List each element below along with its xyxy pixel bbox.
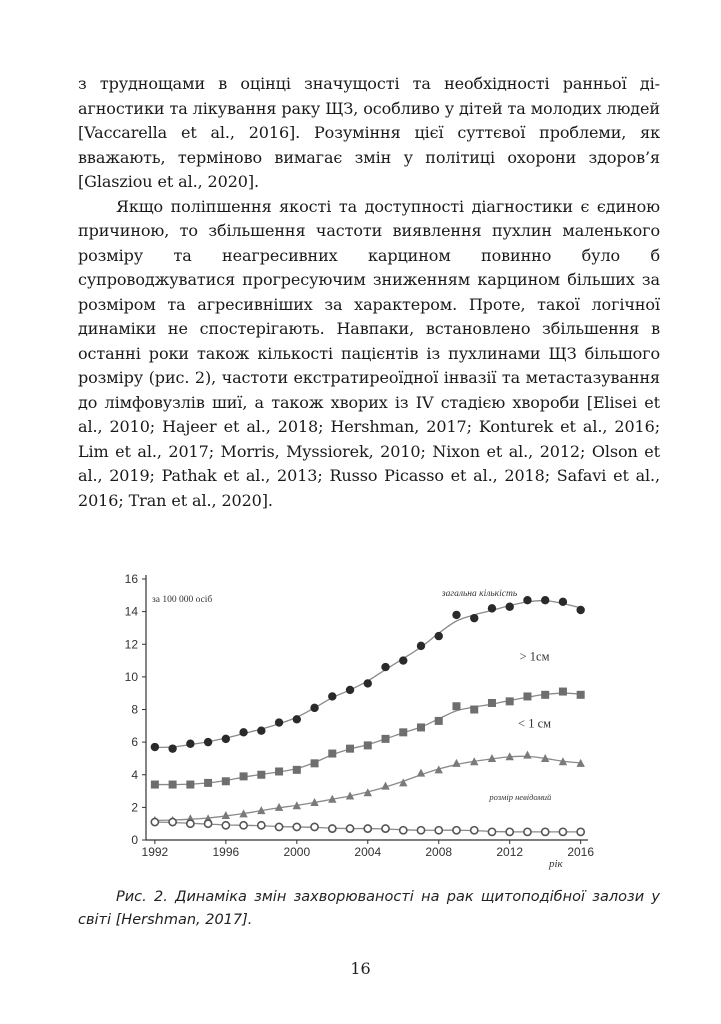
data-point (186, 740, 194, 748)
data-point (417, 723, 425, 731)
x-tick-label: 1996 (212, 845, 240, 859)
data-point (275, 823, 282, 830)
data-point (151, 743, 159, 751)
data-point (399, 728, 407, 736)
data-point (470, 706, 478, 714)
data-point (328, 750, 336, 758)
data-point (204, 820, 211, 827)
data-point (382, 825, 389, 832)
y-tick-label: 4 (131, 767, 138, 782)
data-point (187, 820, 194, 827)
data-point (488, 604, 496, 612)
paragraph-2: Якщо поліпшення якості та доступності діагностики є єдиною причиною, то збільшення частоти виявлення пухлин маленького розміру та неагресивних карцином повинно було б супроводжуватися прогресуючим зниженням карцином більших за розміром та агресивніших за характером. Проте, такої логічної динаміки не спостерігають. Навпаки, встановлено збільшення в останні роки також кількості пацієнтів із пухлинами ЩЗ більшого розміру (рис. 2), частоти екстратиреоїдної інвазії та метастазування до лімфовузлів шиї, а також хворих із IV стадією хвороби [Elisei et al., 2010; Hajeer et al., 2018; Hershman, 2017; Konturek et al., 2016; Lim et al., 2017; Morris, Myssiorek, 2010; Nixon et al., 2012; Olson et al., 2019; Pathak et al., 2013; Russo Picasso et al., 2018; Safavi et al., 2016; Tran et al., 2020]. (78, 196, 660, 510)
data-point (470, 614, 478, 622)
data-point (506, 603, 514, 611)
x-tick-label: 2004 (354, 845, 382, 859)
data-point (524, 828, 531, 835)
data-point (576, 606, 584, 614)
data-point (541, 596, 549, 604)
data-point (577, 828, 584, 835)
data-point (364, 679, 372, 687)
figure-chart (108, 566, 598, 882)
data-point (523, 596, 531, 604)
data-point (222, 735, 230, 743)
series-3 (151, 716, 585, 823)
data-point (346, 686, 354, 694)
y-tick-label: 14 (124, 604, 138, 619)
data-point (151, 781, 159, 789)
data-point (506, 697, 514, 705)
data-point (240, 772, 248, 780)
data-point (559, 598, 567, 606)
series-label: загальна кількість (441, 589, 518, 600)
data-point (293, 766, 301, 774)
data-point (435, 827, 442, 834)
data-point (435, 632, 443, 640)
y-tick-label: 8 (131, 702, 138, 717)
y-tick-label: 2 (131, 800, 138, 815)
data-point (169, 781, 177, 789)
y-tick-label: 6 (131, 735, 138, 750)
data-point (452, 611, 460, 619)
data-point (186, 781, 194, 789)
data-point (506, 828, 513, 835)
data-point (257, 771, 265, 779)
data-point (559, 828, 566, 835)
data-point (293, 715, 301, 723)
y-tick-label: 16 (124, 572, 138, 586)
series-label: > 1см (519, 649, 550, 664)
data-point (328, 692, 336, 700)
data-point (435, 717, 443, 725)
y-tick-label: 12 (124, 637, 138, 652)
data-point (559, 688, 567, 696)
data-point (453, 827, 460, 834)
data-point (204, 779, 212, 787)
data-point (452, 759, 460, 767)
paragraph-1: з труднощами в оцінці значущості та необхідності ранньої діагностики та лікування раку ЩЗ, особливо у дітей та молодих людей [Vaccarella et al., 2016]. Розуміння цієї суттєвої проблеми, як вважають, терміново вимагає змін у політиці охорони здоров’я [Glasziou et al., 2020]. (78, 74, 660, 191)
data-point (364, 825, 371, 832)
data-point (310, 704, 318, 712)
data-point (275, 767, 283, 775)
data-point (346, 825, 353, 832)
x-tick-label: 2008 (425, 845, 453, 859)
data-point (471, 827, 478, 834)
data-point (239, 728, 247, 736)
data-point (293, 823, 300, 830)
data-point (381, 663, 389, 671)
body-text (78, 72, 660, 513)
data-point (204, 738, 212, 746)
y-axis-label: за 100 000 осіб (152, 594, 213, 605)
data-point (168, 744, 176, 752)
data-point (275, 718, 283, 726)
data-point (577, 691, 585, 699)
data-point (169, 818, 176, 825)
data-point (488, 828, 495, 835)
y-tick-label: 10 (124, 669, 138, 684)
data-point (222, 777, 230, 785)
data-point (417, 827, 424, 834)
data-point (542, 828, 549, 835)
data-point (523, 751, 531, 759)
figure-caption: Рис. 2. Динаміка змін захворюваності на рак щитоподібної залози у світі [Hershman, 2017]. (78, 889, 660, 928)
data-point (257, 727, 265, 735)
series-4 (151, 792, 584, 835)
data-point (151, 818, 158, 825)
data-point (222, 822, 229, 829)
data-point (329, 825, 336, 832)
data-point (346, 745, 354, 753)
data-point (382, 735, 390, 743)
series-line (155, 601, 581, 748)
x-tick-label: 1992 (141, 845, 169, 859)
data-point (417, 642, 425, 650)
data-point (452, 702, 460, 710)
data-point (541, 691, 549, 699)
data-point (258, 822, 265, 829)
page-number: 16 (350, 959, 371, 978)
data-point (417, 769, 425, 777)
data-point (240, 822, 247, 829)
x-tick-label: 2000 (283, 845, 311, 859)
x-axis-label: рік (548, 858, 563, 870)
data-point (488, 699, 496, 707)
data-point (399, 656, 407, 664)
x-tick-label: 2016 (567, 845, 595, 859)
series-label: < 1 см (518, 716, 552, 731)
data-point (364, 741, 372, 749)
series-label: розмір невідомий (489, 792, 552, 803)
data-point (311, 759, 319, 767)
y-tick-label: 0 (131, 833, 138, 847)
incidence-chart (108, 566, 598, 882)
data-point (400, 827, 407, 834)
data-point (311, 823, 318, 830)
x-tick-label: 2012 (496, 845, 524, 859)
data-point (523, 692, 531, 700)
series-line (155, 693, 581, 784)
